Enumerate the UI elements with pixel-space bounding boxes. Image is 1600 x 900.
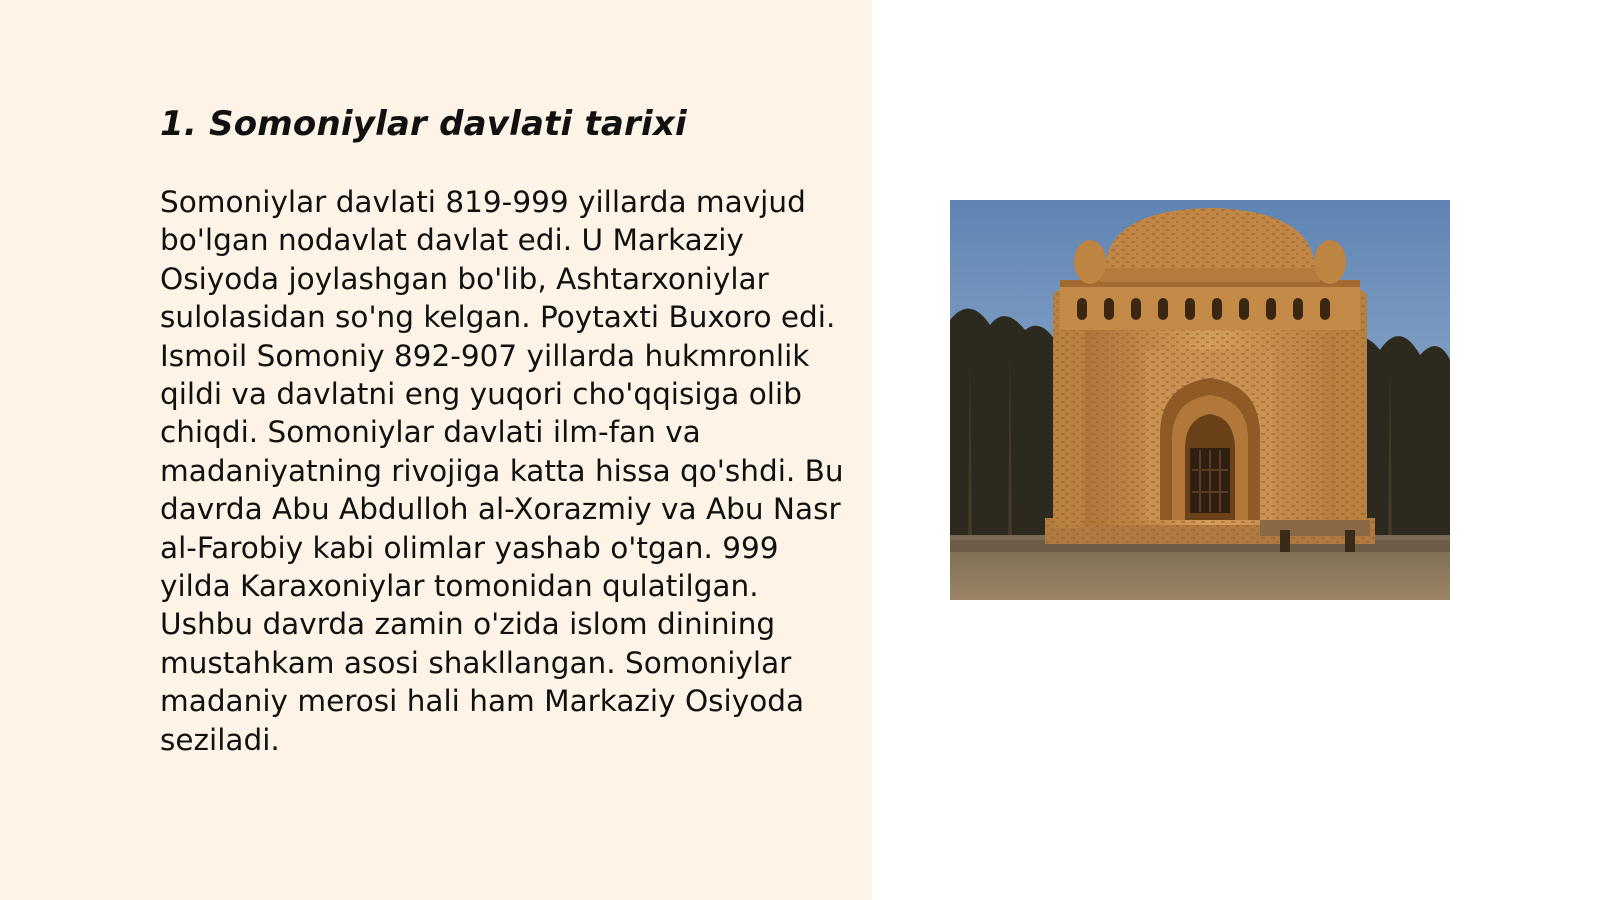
mausoleum-photo <box>950 200 1450 600</box>
slide-body-text: Somoniylar davlati 819-999 yillarda mavjud bo'lgan nodavlat davlat edi. U Markaziy Osiyoda joylashgan bo'lib, Ashtarxoniylar sulolasidan so'ng kelgan. Poytaxti Buxoro edi. Ismoil Somoniy 892-907 yillarda hukmronlik qildi va davlatni eng yuqori cho'qqisiga olib chiqdi. Somoniylar davlati ilm-fan va madaniyatning rivojiga katta hissa qo'shdi. Bu davrda Abu Abdulloh al-Xorazmiy va Abu Nasr al-Farobiy kabi olimlar yashab o'tgan. 999 yilda Karaxoniylar tomonidan qulatilgan. Ushbu davrda zamin o'zida islom dinining mustahkam asosi shakllangan. Somoniylar madaniy merosi hali ham Markaziy Osiyoda seziladi. <box>160 185 844 757</box>
slide-title: 1. Somoniylar davlati tarixi <box>160 104 687 144</box>
